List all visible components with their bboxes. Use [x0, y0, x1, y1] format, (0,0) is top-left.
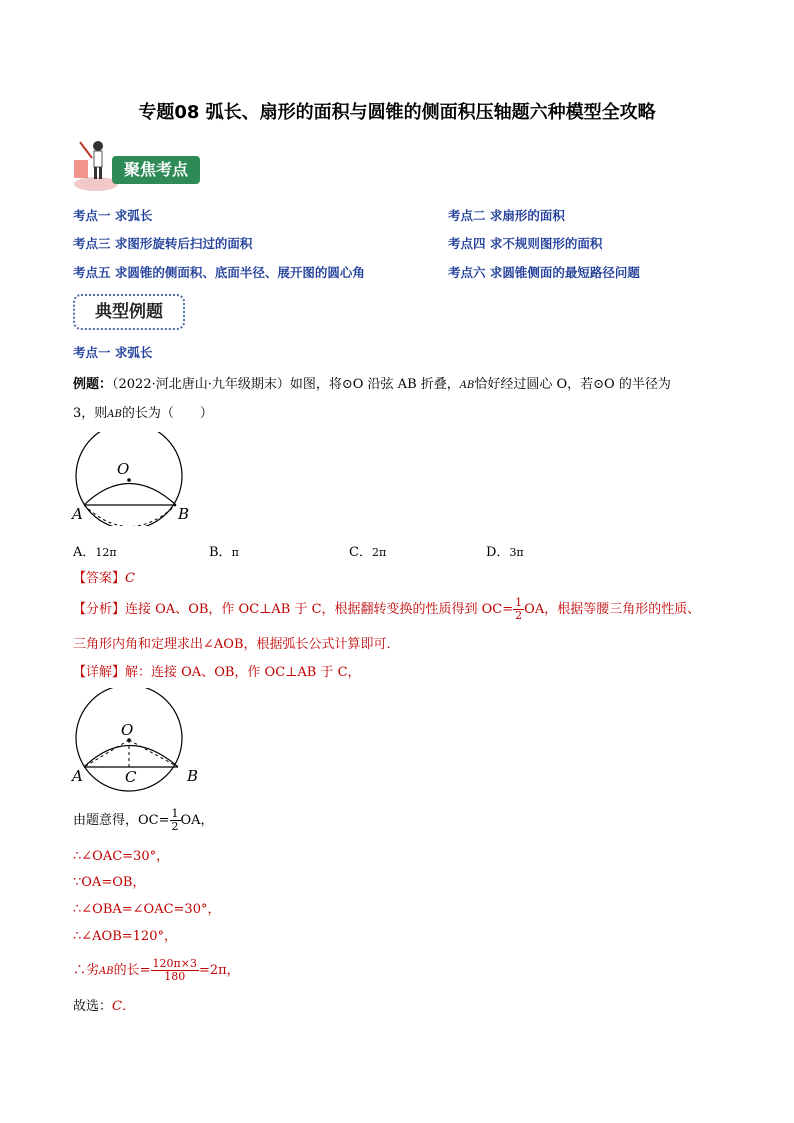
arc-symbol: AB: [459, 380, 475, 391]
arc-symbol: AB: [107, 409, 122, 420]
option-c[interactable]: C．2π: [349, 545, 387, 560]
fraction: $\frac{1}{2}$: [171, 807, 179, 833]
label-b: B: [187, 767, 199, 785]
example-line-2: 3，则AB的长为（ ）: [73, 406, 213, 421]
answer-value: C: [125, 571, 135, 586]
solution-line-6: ∴劣AB的长= $\frac{120\pi\times 3}{180}$ =2π，: [73, 957, 240, 983]
topic-link-1[interactable]: 考点一 求弧长: [73, 208, 153, 223]
solution-line-3: ∵OA=OB，: [73, 875, 146, 890]
analysis-line-1: 【分析】连接 OA、OB，作 OC⊥AB 于 C，根据翻转变换的性质得到 OC= $\frac{1}{2}$ OA，根据等腰三角形的性质、: [73, 596, 701, 622]
focus-banner: [70, 138, 202, 194]
answer-line: [73, 567, 135, 586]
label-o: O: [121, 721, 134, 739]
section-heading: 典型例题: [73, 294, 185, 330]
topic-link-3[interactable]: 考点三 求图形旋转后扫过的面积: [73, 236, 253, 251]
label-b: B: [178, 505, 190, 523]
figure-1-circle-fold: [66, 432, 206, 526]
option-a[interactable]: A．12π: [73, 545, 117, 560]
analysis-line-2: 三角形内角和定理求出∠AOB，根据弧长公式计算即可．: [73, 637, 400, 652]
segment-ob: [129, 740, 178, 767]
solution-line-2: ∴∠OAC=30°，: [73, 849, 170, 864]
label-a: A: [72, 767, 83, 785]
label-a: A: [72, 505, 83, 523]
page-title: 专题08 弧长、扇形的面积与圆锥的侧面积压轴题六种模型全攻略: [138, 102, 656, 123]
example-line-1: 例题：（2022·河北唐山·九年级期末）如图，将⊙O 沿弦 AB 折叠，AB恰好经过圆心 O，若⊙O 的半径为: [73, 377, 671, 392]
solution-line-1: 由题意得，OC= $\frac{1}{2}$ OA，: [73, 807, 214, 833]
example-label: 例题：: [73, 377, 113, 392]
center-point: [127, 478, 131, 482]
answer-label: 【答案】: [73, 571, 126, 586]
label-o: O: [117, 460, 130, 478]
topic-link-6[interactable]: 考点六 求圆锥侧面的最短路径问题: [448, 265, 640, 280]
folded-arc: [84, 746, 178, 768]
segment-oa: [84, 740, 129, 767]
topic-link-2[interactable]: 考点二 求扇形的面积: [448, 208, 565, 223]
fraction: $\frac{120\pi\times 3}{180}$: [152, 957, 197, 983]
option-b[interactable]: B．π: [209, 545, 239, 560]
detail-line: 【详解】解：连接 OA、OB，作 OC⊥AB 于 C，: [73, 665, 361, 680]
solution-line-5: ∴∠AOB=120°，: [73, 929, 177, 944]
option-d[interactable]: D．3π: [486, 545, 524, 560]
banner-label: 聚焦考点: [112, 156, 200, 184]
topic-link-4[interactable]: 考点四 求不规则图形的面积: [448, 236, 603, 251]
current-topic: 考点一 求弧长: [73, 345, 153, 360]
label-c: C: [125, 768, 137, 786]
solution-line-7: 故选：C．: [73, 999, 135, 1014]
solution-line-4: ∴∠OBA=∠OAC=30°，: [73, 902, 221, 917]
fraction: $\frac{1}{2}$: [515, 596, 523, 622]
original-arc: [84, 505, 176, 526]
arc-symbol: AB: [99, 966, 114, 977]
topic-link-5[interactable]: 考点五 求圆锥的侧面积、底面半径、展开图的圆心角: [73, 265, 365, 280]
folded-arc: [84, 484, 176, 506]
figure-2-circle-fold: [66, 688, 206, 792]
